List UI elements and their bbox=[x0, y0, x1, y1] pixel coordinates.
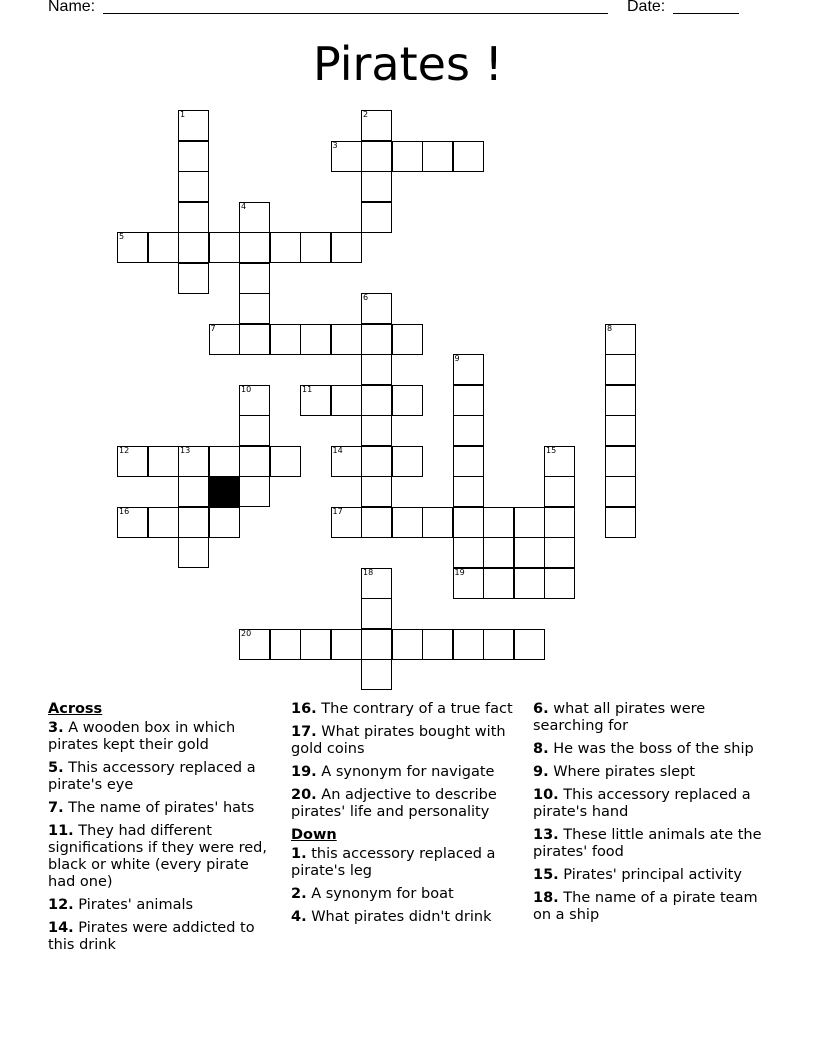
crossword-cell[interactable] bbox=[605, 446, 636, 477]
crossword-cell[interactable] bbox=[544, 568, 575, 599]
clue-item bbox=[533, 701, 765, 735]
crossword-cell[interactable] bbox=[209, 446, 240, 477]
crossword-cell[interactable] bbox=[483, 507, 514, 538]
crossword-cell[interactable] bbox=[148, 507, 179, 538]
crossword-cell[interactable] bbox=[239, 202, 270, 233]
crossword-cell[interactable] bbox=[331, 507, 362, 538]
crossword-cell[interactable] bbox=[239, 385, 270, 416]
crossword-cell[interactable] bbox=[544, 507, 575, 538]
clue-number: 19. bbox=[291, 764, 317, 780]
crossword-cell[interactable] bbox=[239, 263, 270, 294]
clue-number: 17. bbox=[291, 724, 317, 740]
clue-number: 7. bbox=[48, 800, 64, 816]
header bbox=[0, 0, 816, 20]
clue-column-2 bbox=[291, 701, 523, 932]
clue-text: Where pirates slept bbox=[548, 764, 696, 780]
crossword-cell[interactable] bbox=[605, 385, 636, 416]
clue-number: 6 bbox=[363, 293, 369, 302]
crossword-cell[interactable] bbox=[178, 537, 209, 568]
clue-number: 10 bbox=[241, 384, 252, 394]
clue-number: 16. bbox=[291, 701, 317, 717]
date-field[interactable] bbox=[673, 13, 739, 14]
crossword-cell[interactable] bbox=[392, 141, 423, 172]
crossword-cell[interactable] bbox=[361, 629, 392, 660]
clue-number: 4 bbox=[241, 201, 247, 211]
crossword-cell[interactable] bbox=[270, 232, 301, 263]
crossword-cell[interactable] bbox=[453, 476, 484, 507]
crossword-cell[interactable] bbox=[453, 507, 484, 538]
crossword-cell[interactable] bbox=[361, 110, 392, 141]
crossword-cell[interactable] bbox=[361, 202, 392, 233]
crossword-cell[interactable] bbox=[239, 415, 270, 446]
crossword-cell[interactable] bbox=[331, 446, 362, 477]
crossword-cell[interactable] bbox=[178, 263, 209, 294]
clue-item bbox=[48, 823, 280, 891]
clue-text: what all pirates were searching for bbox=[533, 701, 706, 734]
clue-item bbox=[291, 764, 523, 781]
crossword-cell[interactable] bbox=[361, 324, 392, 355]
clue-item bbox=[533, 827, 765, 861]
clue-text: The contrary of a true fact bbox=[316, 701, 513, 717]
clue-text: A synonym for navigate bbox=[316, 764, 495, 780]
clue-item bbox=[48, 760, 280, 794]
clue-number: 20 bbox=[241, 628, 252, 638]
clue-text: This accessory replaced a pirate's hand bbox=[533, 787, 751, 820]
clue-number: 16 bbox=[119, 506, 130, 516]
clue-number: 18 bbox=[363, 567, 374, 577]
clue-number: 7 bbox=[210, 323, 216, 333]
crossword-cell[interactable] bbox=[239, 324, 270, 355]
crossword-cell[interactable] bbox=[148, 232, 179, 263]
clue-number: 2. bbox=[291, 886, 307, 902]
clue-number: 15. bbox=[533, 867, 559, 883]
crossword-cell[interactable] bbox=[117, 446, 148, 477]
crossword-cell[interactable] bbox=[453, 568, 484, 599]
clue-number: 12. bbox=[48, 897, 74, 913]
crossword-cell[interactable] bbox=[331, 232, 362, 263]
crossword-cell[interactable] bbox=[239, 629, 270, 660]
crossword-cell[interactable] bbox=[392, 385, 423, 416]
clue-item bbox=[291, 846, 523, 880]
clue-text: An adjective to describe pirates' life and personality bbox=[291, 787, 497, 820]
crossword-cell[interactable] bbox=[514, 537, 545, 568]
clue-number: 11 bbox=[302, 384, 313, 394]
crossword-cell[interactable] bbox=[331, 324, 362, 355]
clue-text: Pirates' animals bbox=[73, 897, 194, 913]
crossword-cell[interactable] bbox=[544, 476, 575, 507]
crossword-cell[interactable] bbox=[453, 629, 484, 660]
crossword-cell[interactable] bbox=[483, 629, 514, 660]
crossword-cell[interactable] bbox=[178, 446, 209, 477]
clue-number: 12 bbox=[119, 445, 130, 455]
name-field[interactable] bbox=[103, 13, 608, 14]
clue-item bbox=[291, 701, 523, 718]
clue-column-1 bbox=[48, 701, 280, 960]
crossword-cell[interactable] bbox=[178, 232, 209, 263]
crossword-cell[interactable] bbox=[270, 446, 301, 477]
crossword-cell[interactable] bbox=[422, 141, 453, 172]
clue-column-3 bbox=[533, 701, 765, 930]
clue-number: 8. bbox=[533, 741, 549, 757]
clue-item bbox=[533, 890, 765, 924]
crossword-cell[interactable] bbox=[422, 629, 453, 660]
crossword-cell[interactable] bbox=[361, 141, 392, 172]
crossword-cell[interactable] bbox=[453, 446, 484, 477]
crossword-cell[interactable] bbox=[605, 415, 636, 446]
clue-number: 3 bbox=[332, 140, 338, 150]
crossword-cell[interactable] bbox=[361, 415, 392, 446]
crossword-cell[interactable] bbox=[392, 507, 423, 538]
clue-number: 14 bbox=[332, 445, 343, 455]
clue-number: 3. bbox=[48, 720, 64, 736]
crossword-cell[interactable] bbox=[239, 232, 270, 263]
clue-item bbox=[533, 787, 765, 821]
crossword-cell[interactable] bbox=[422, 507, 453, 538]
clue-text: Pirates' principal activity bbox=[558, 867, 742, 883]
clue-number: 19 bbox=[454, 567, 465, 577]
clue-number: 11. bbox=[48, 823, 74, 839]
clue-text: This accessory replaced a pirate's eye bbox=[48, 760, 256, 793]
clue-number: 9 bbox=[454, 354, 460, 363]
crossword-cell[interactable] bbox=[239, 293, 270, 324]
crossword-cell[interactable] bbox=[117, 507, 148, 538]
clue-number: 18. bbox=[533, 890, 559, 906]
clue-text: He was the boss of the ship bbox=[548, 741, 754, 757]
crossword-cell[interactable] bbox=[544, 537, 575, 568]
crossword-cell[interactable] bbox=[514, 568, 545, 599]
clue-item bbox=[291, 909, 523, 926]
crossword-cell[interactable] bbox=[361, 446, 392, 477]
clue-text: this accessory replaced a pirate's leg bbox=[291, 846, 496, 879]
crossword-cell[interactable] bbox=[209, 507, 240, 538]
clue-item bbox=[48, 720, 280, 754]
name-label: Name: bbox=[48, 0, 96, 15]
clue-number: 5. bbox=[48, 760, 64, 776]
down-clue-list bbox=[291, 846, 523, 926]
crossword-cell[interactable] bbox=[605, 324, 636, 355]
clue-number: 8 bbox=[607, 323, 613, 333]
clue-number: 1 bbox=[180, 110, 186, 119]
crossword-cell[interactable] bbox=[148, 446, 179, 477]
across-clue-list-continued bbox=[291, 701, 523, 821]
crossword-cell[interactable] bbox=[331, 385, 362, 416]
crossword-cell[interactable] bbox=[270, 629, 301, 660]
crossword-cell[interactable] bbox=[605, 507, 636, 538]
clue-item bbox=[533, 764, 765, 781]
clue-number: 5 bbox=[119, 232, 125, 241]
crossword-cell[interactable] bbox=[239, 446, 270, 477]
crossword-cell[interactable] bbox=[178, 110, 209, 141]
clue-text: A wooden box in which pirates kept their gold bbox=[48, 720, 236, 753]
crossword-cell[interactable] bbox=[514, 507, 545, 538]
crossword-cell[interactable] bbox=[117, 232, 148, 263]
clue-text: Pirates were addicted to this drink bbox=[48, 920, 255, 953]
clue-number: 4. bbox=[291, 909, 307, 925]
crossword-cell[interactable] bbox=[453, 141, 484, 172]
down-heading: Down bbox=[291, 827, 337, 843]
clue-number: 1. bbox=[291, 846, 307, 862]
crossword-cell[interactable] bbox=[209, 324, 240, 355]
clue-number: 13. bbox=[533, 827, 559, 843]
clue-number: 15 bbox=[546, 445, 557, 455]
crossword-cell[interactable] bbox=[392, 324, 423, 355]
crossword-cell[interactable] bbox=[514, 629, 545, 660]
clue-item bbox=[291, 787, 523, 821]
clue-item bbox=[291, 886, 523, 903]
clue-number: 2 bbox=[363, 110, 369, 119]
clue-item bbox=[48, 920, 280, 954]
clue-text: What pirates bought with gold coins bbox=[291, 724, 506, 757]
down-clue-list-continued bbox=[533, 701, 765, 924]
crossword-cell[interactable] bbox=[361, 476, 392, 507]
clue-item bbox=[533, 741, 765, 758]
crossword-cell[interactable] bbox=[605, 354, 636, 385]
clue-number: 10. bbox=[533, 787, 559, 803]
crossword-cell[interactable] bbox=[392, 446, 423, 477]
crossword-cell[interactable] bbox=[178, 171, 209, 202]
page-title: Pirates ! bbox=[313, 37, 503, 91]
crossword-cell[interactable] bbox=[483, 568, 514, 599]
crossword-cell[interactable] bbox=[453, 354, 484, 385]
across-heading: Across bbox=[48, 701, 103, 717]
crossword-cell[interactable] bbox=[300, 629, 331, 660]
clue-item bbox=[291, 724, 523, 758]
crossword-cell[interactable] bbox=[361, 568, 392, 599]
crossword-cell[interactable] bbox=[178, 476, 209, 507]
clue-number: 20. bbox=[291, 787, 317, 803]
clue-item bbox=[533, 867, 765, 884]
crossword-cell[interactable] bbox=[544, 446, 575, 477]
clue-number: 17 bbox=[332, 506, 343, 516]
crossword-cell[interactable] bbox=[178, 507, 209, 538]
clue-number: 6. bbox=[533, 701, 549, 717]
crossword-cell[interactable] bbox=[239, 476, 270, 507]
crossword-cell[interactable] bbox=[178, 141, 209, 172]
clue-number: 14. bbox=[48, 920, 74, 936]
crossword-cell[interactable] bbox=[361, 354, 392, 385]
clue-text: The name of a pirate team on a ship bbox=[533, 890, 758, 923]
clue-text: The name of pirates' hats bbox=[63, 800, 255, 816]
crossword-cell[interactable] bbox=[270, 324, 301, 355]
crossword-cell[interactable] bbox=[361, 293, 392, 324]
crossword-cell[interactable] bbox=[361, 598, 392, 629]
crossword-cell[interactable] bbox=[300, 385, 331, 416]
crossword-cell[interactable] bbox=[361, 659, 392, 690]
crossword-cell[interactable] bbox=[361, 507, 392, 538]
crossword-cell[interactable] bbox=[178, 202, 209, 233]
crossword-cell[interactable] bbox=[361, 385, 392, 416]
across-clue-list bbox=[48, 720, 280, 954]
crossword-cell[interactable] bbox=[453, 537, 484, 568]
crossword-cell[interactable] bbox=[483, 537, 514, 568]
clue-number: 13 bbox=[180, 445, 191, 455]
crossword-cell[interactable] bbox=[361, 171, 392, 202]
clue-text: These little animals ate the pirates' food bbox=[533, 827, 762, 860]
crossword-cell[interactable] bbox=[453, 415, 484, 446]
crossword-cell[interactable] bbox=[300, 232, 331, 263]
clue-text: They had different significations if they were red, black or white (every pirate had one) bbox=[48, 823, 267, 890]
crossword-cell[interactable] bbox=[209, 232, 240, 263]
date-label: Date: bbox=[627, 0, 666, 15]
crossword-cell[interactable] bbox=[605, 476, 636, 507]
clue-item bbox=[48, 897, 280, 914]
crossword-cell[interactable] bbox=[453, 385, 484, 416]
clue-text: What pirates didn't drink bbox=[306, 909, 492, 925]
crossword-cell[interactable] bbox=[392, 629, 423, 660]
clue-number: 9. bbox=[533, 764, 549, 780]
clue-item bbox=[48, 800, 280, 817]
crossword-cell[interactable] bbox=[300, 324, 331, 355]
crossword-cell[interactable] bbox=[331, 141, 362, 172]
blocked-cell bbox=[209, 476, 240, 507]
clue-text: A synonym for boat bbox=[306, 886, 454, 902]
crossword-cell[interactable] bbox=[331, 629, 362, 660]
